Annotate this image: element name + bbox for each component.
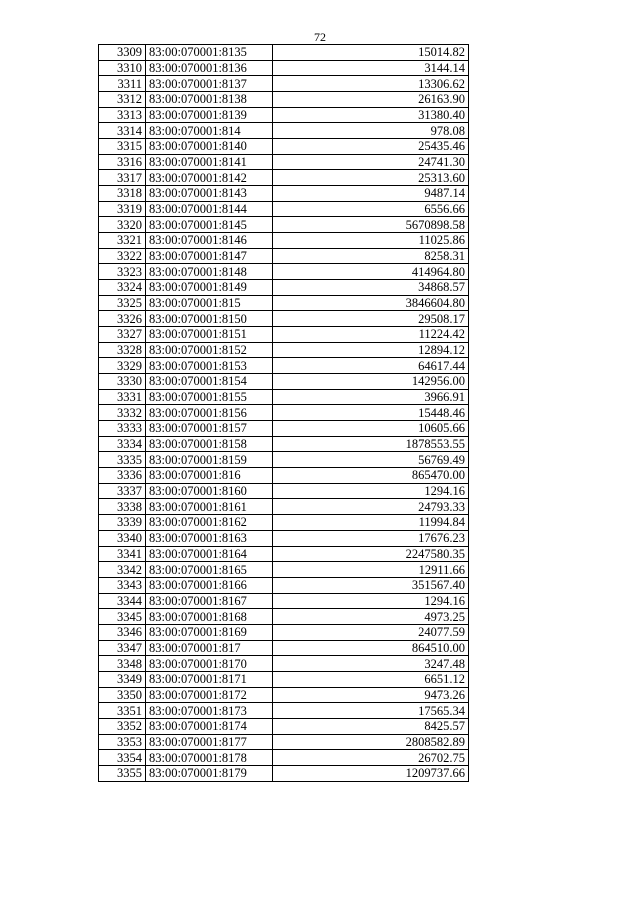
value-cell: 865470.00 (273, 468, 469, 484)
cadastral-number-cell: 83:00:070001:8144 (146, 201, 273, 217)
row-number-cell: 3313 (99, 107, 146, 123)
table-row (99, 515, 469, 531)
cadastral-number-cell: 83:00:070001:8169 (146, 624, 273, 640)
value-cell: 1209737.66 (273, 765, 469, 781)
value-cell: 414964.80 (273, 264, 469, 280)
table-row (99, 374, 469, 390)
table-row (99, 499, 469, 515)
cadastral-number-cell: 83:00:070001:817 (146, 640, 273, 656)
value-cell: 1294.16 (273, 483, 469, 499)
table-row (99, 671, 469, 687)
cadastral-number-cell: 83:00:070001:8149 (146, 280, 273, 296)
cadastral-number-cell: 83:00:070001:8154 (146, 374, 273, 390)
table-row (99, 170, 469, 186)
value-cell: 25435.46 (273, 139, 469, 155)
value-cell: 56769.49 (273, 452, 469, 468)
value-cell: 11224.42 (273, 327, 469, 343)
cadastral-number-cell: 83:00:070001:8141 (146, 154, 273, 170)
value-cell: 8425.57 (273, 718, 469, 734)
row-number-cell: 3337 (99, 483, 146, 499)
value-cell: 24077.59 (273, 624, 469, 640)
row-number-cell: 3331 (99, 389, 146, 405)
row-number-cell: 3318 (99, 186, 146, 202)
table-row (99, 530, 469, 546)
row-number-cell: 3354 (99, 750, 146, 766)
cadastral-number-cell: 83:00:070001:8150 (146, 311, 273, 327)
row-number-cell: 3330 (99, 374, 146, 390)
cadastral-number-cell: 83:00:070001:8162 (146, 515, 273, 531)
cadastral-number-cell: 83:00:070001:816 (146, 468, 273, 484)
row-number-cell: 3349 (99, 671, 146, 687)
value-cell: 24741.30 (273, 154, 469, 170)
table-row (99, 593, 469, 609)
value-cell: 3846604.80 (273, 295, 469, 311)
cadastral-number-cell: 83:00:070001:814 (146, 123, 273, 139)
value-cell: 1294.16 (273, 593, 469, 609)
row-number-cell: 3326 (99, 311, 146, 327)
cadastral-number-cell: 83:00:070001:8137 (146, 76, 273, 92)
table-row (99, 640, 469, 656)
table-row (99, 750, 469, 766)
row-number-cell: 3338 (99, 499, 146, 515)
cadastral-number-cell: 83:00:070001:8159 (146, 452, 273, 468)
row-number-cell: 3353 (99, 734, 146, 750)
table-row (99, 76, 469, 92)
cadastral-number-cell: 83:00:070001:8164 (146, 546, 273, 562)
cadastral-number-cell: 83:00:070001:8156 (146, 405, 273, 421)
row-number-cell: 3322 (99, 248, 146, 264)
row-number-cell: 3321 (99, 233, 146, 249)
value-cell: 9473.26 (273, 687, 469, 703)
cadastral-number-cell: 83:00:070001:8174 (146, 718, 273, 734)
value-cell: 15448.46 (273, 405, 469, 421)
row-number-cell: 3320 (99, 217, 146, 233)
value-cell: 17676.23 (273, 530, 469, 546)
value-cell: 13306.62 (273, 76, 469, 92)
cadastral-number-cell: 83:00:070001:8151 (146, 327, 273, 343)
value-cell: 864510.00 (273, 640, 469, 656)
cadastral-number-cell: 83:00:070001:8178 (146, 750, 273, 766)
value-cell: 10605.66 (273, 421, 469, 437)
cadastral-number-cell: 83:00:070001:8138 (146, 92, 273, 108)
table-row (99, 421, 469, 437)
cadastral-number-cell: 83:00:070001:8136 (146, 60, 273, 76)
cadastral-number-cell: 83:00:070001:815 (146, 295, 273, 311)
table-row (99, 233, 469, 249)
table-row (99, 452, 469, 468)
table-row (99, 358, 469, 374)
table-row (99, 342, 469, 358)
value-cell: 4973.25 (273, 609, 469, 625)
value-cell: 26163.90 (273, 92, 469, 108)
row-number-cell: 3333 (99, 421, 146, 437)
cadastral-number-cell: 83:00:070001:8155 (146, 389, 273, 405)
value-cell: 26702.75 (273, 750, 469, 766)
table-row (99, 718, 469, 734)
row-number-cell: 3343 (99, 577, 146, 593)
value-cell: 2808582.89 (273, 734, 469, 750)
cadastral-number-cell: 83:00:070001:8168 (146, 609, 273, 625)
table-row (99, 577, 469, 593)
row-number-cell: 3336 (99, 468, 146, 484)
row-number-cell: 3339 (99, 515, 146, 531)
value-cell: 64617.44 (273, 358, 469, 374)
row-number-cell: 3314 (99, 123, 146, 139)
value-cell: 24793.33 (273, 499, 469, 515)
cadastral-number-cell: 83:00:070001:8148 (146, 264, 273, 280)
cadastral-number-cell: 83:00:070001:8157 (146, 421, 273, 437)
registry-table-body (99, 45, 469, 782)
row-number-cell: 3328 (99, 342, 146, 358)
cadastral-number-cell: 83:00:070001:8143 (146, 186, 273, 202)
cadastral-number-cell: 83:00:070001:8177 (146, 734, 273, 750)
table-row (99, 45, 469, 61)
row-number-cell: 3346 (99, 624, 146, 640)
value-cell: 31380.40 (273, 107, 469, 123)
cadastral-number-cell: 83:00:070001:8147 (146, 248, 273, 264)
cadastral-number-cell: 83:00:070001:8153 (146, 358, 273, 374)
table-row (99, 107, 469, 123)
row-number-cell: 3350 (99, 687, 146, 703)
table-row (99, 436, 469, 452)
value-cell: 1878553.55 (273, 436, 469, 452)
table-row (99, 201, 469, 217)
row-number-cell: 3327 (99, 327, 146, 343)
cadastral-number-cell: 83:00:070001:8158 (146, 436, 273, 452)
row-number-cell: 3329 (99, 358, 146, 374)
cadastral-number-cell: 83:00:070001:8172 (146, 687, 273, 703)
row-number-cell: 3345 (99, 609, 146, 625)
table-row (99, 624, 469, 640)
row-number-cell: 3316 (99, 154, 146, 170)
table-row (99, 687, 469, 703)
value-cell: 25313.60 (273, 170, 469, 186)
cadastral-number-cell: 83:00:070001:8166 (146, 577, 273, 593)
table-row (99, 468, 469, 484)
row-number-cell: 3352 (99, 718, 146, 734)
value-cell: 3144.14 (273, 60, 469, 76)
row-number-cell: 3335 (99, 452, 146, 468)
page-number: 72 (314, 30, 326, 44)
cadastral-number-cell: 83:00:070001:8152 (146, 342, 273, 358)
cadastral-number-cell: 83:00:070001:8165 (146, 562, 273, 578)
table-row (99, 123, 469, 139)
value-cell: 5670898.58 (273, 217, 469, 233)
registry-table (98, 44, 469, 782)
table-row (99, 703, 469, 719)
row-number-cell: 3325 (99, 295, 146, 311)
row-number-cell: 3319 (99, 201, 146, 217)
row-number-cell: 3323 (99, 264, 146, 280)
cadastral-number-cell: 83:00:070001:8163 (146, 530, 273, 546)
row-number-cell: 3347 (99, 640, 146, 656)
value-cell: 351567.40 (273, 577, 469, 593)
cadastral-number-cell: 83:00:070001:8140 (146, 139, 273, 155)
row-number-cell: 3334 (99, 436, 146, 452)
cadastral-number-cell: 83:00:070001:8179 (146, 765, 273, 781)
value-cell: 3966.91 (273, 389, 469, 405)
row-number-cell: 3344 (99, 593, 146, 609)
table-row (99, 295, 469, 311)
cadastral-number-cell: 83:00:070001:8173 (146, 703, 273, 719)
cadastral-number-cell: 83:00:070001:8170 (146, 656, 273, 672)
value-cell: 12911.66 (273, 562, 469, 578)
row-number-cell: 3315 (99, 139, 146, 155)
table-row (99, 734, 469, 750)
table-row (99, 546, 469, 562)
value-cell: 17565.34 (273, 703, 469, 719)
table-row (99, 248, 469, 264)
value-cell: 3247.48 (273, 656, 469, 672)
row-number-cell: 3324 (99, 280, 146, 296)
table-row (99, 311, 469, 327)
row-number-cell: 3342 (99, 562, 146, 578)
table-row (99, 765, 469, 781)
table-row (99, 609, 469, 625)
cadastral-number-cell: 83:00:070001:8139 (146, 107, 273, 123)
row-number-cell: 3348 (99, 656, 146, 672)
table-row (99, 217, 469, 233)
cadastral-number-cell: 83:00:070001:8171 (146, 671, 273, 687)
value-cell: 15014.82 (273, 45, 469, 61)
table-row (99, 60, 469, 76)
table-row (99, 656, 469, 672)
value-cell: 11025.86 (273, 233, 469, 249)
value-cell: 34868.57 (273, 280, 469, 296)
table-row (99, 389, 469, 405)
cadastral-number-cell: 83:00:070001:8145 (146, 217, 273, 233)
value-cell: 29508.17 (273, 311, 469, 327)
table-row (99, 280, 469, 296)
table-row (99, 327, 469, 343)
value-cell: 9487.14 (273, 186, 469, 202)
table-row (99, 139, 469, 155)
value-cell: 11994.84 (273, 515, 469, 531)
row-number-cell: 3332 (99, 405, 146, 421)
value-cell: 6556.66 (273, 201, 469, 217)
row-number-cell: 3340 (99, 530, 146, 546)
cadastral-number-cell: 83:00:070001:8161 (146, 499, 273, 515)
cadastral-number-cell: 83:00:070001:8135 (146, 45, 273, 61)
value-cell: 2247580.35 (273, 546, 469, 562)
row-number-cell: 3310 (99, 60, 146, 76)
value-cell: 978.08 (273, 123, 469, 139)
cadastral-number-cell: 83:00:070001:8167 (146, 593, 273, 609)
table-row (99, 154, 469, 170)
row-number-cell: 3317 (99, 170, 146, 186)
cadastral-number-cell: 83:00:070001:8146 (146, 233, 273, 249)
table-row (99, 562, 469, 578)
value-cell: 142956.00 (273, 374, 469, 390)
cadastral-number-cell: 83:00:070001:8160 (146, 483, 273, 499)
table-row (99, 92, 469, 108)
table-row (99, 483, 469, 499)
value-cell: 8258.31 (273, 248, 469, 264)
row-number-cell: 3351 (99, 703, 146, 719)
row-number-cell: 3341 (99, 546, 146, 562)
cadastral-number-cell: 83:00:070001:8142 (146, 170, 273, 186)
value-cell: 6651.12 (273, 671, 469, 687)
value-cell: 12894.12 (273, 342, 469, 358)
row-number-cell: 3355 (99, 765, 146, 781)
table-row (99, 264, 469, 280)
table-row (99, 186, 469, 202)
row-number-cell: 3312 (99, 92, 146, 108)
row-number-cell: 3309 (99, 45, 146, 61)
table-row (99, 405, 469, 421)
row-number-cell: 3311 (99, 76, 146, 92)
